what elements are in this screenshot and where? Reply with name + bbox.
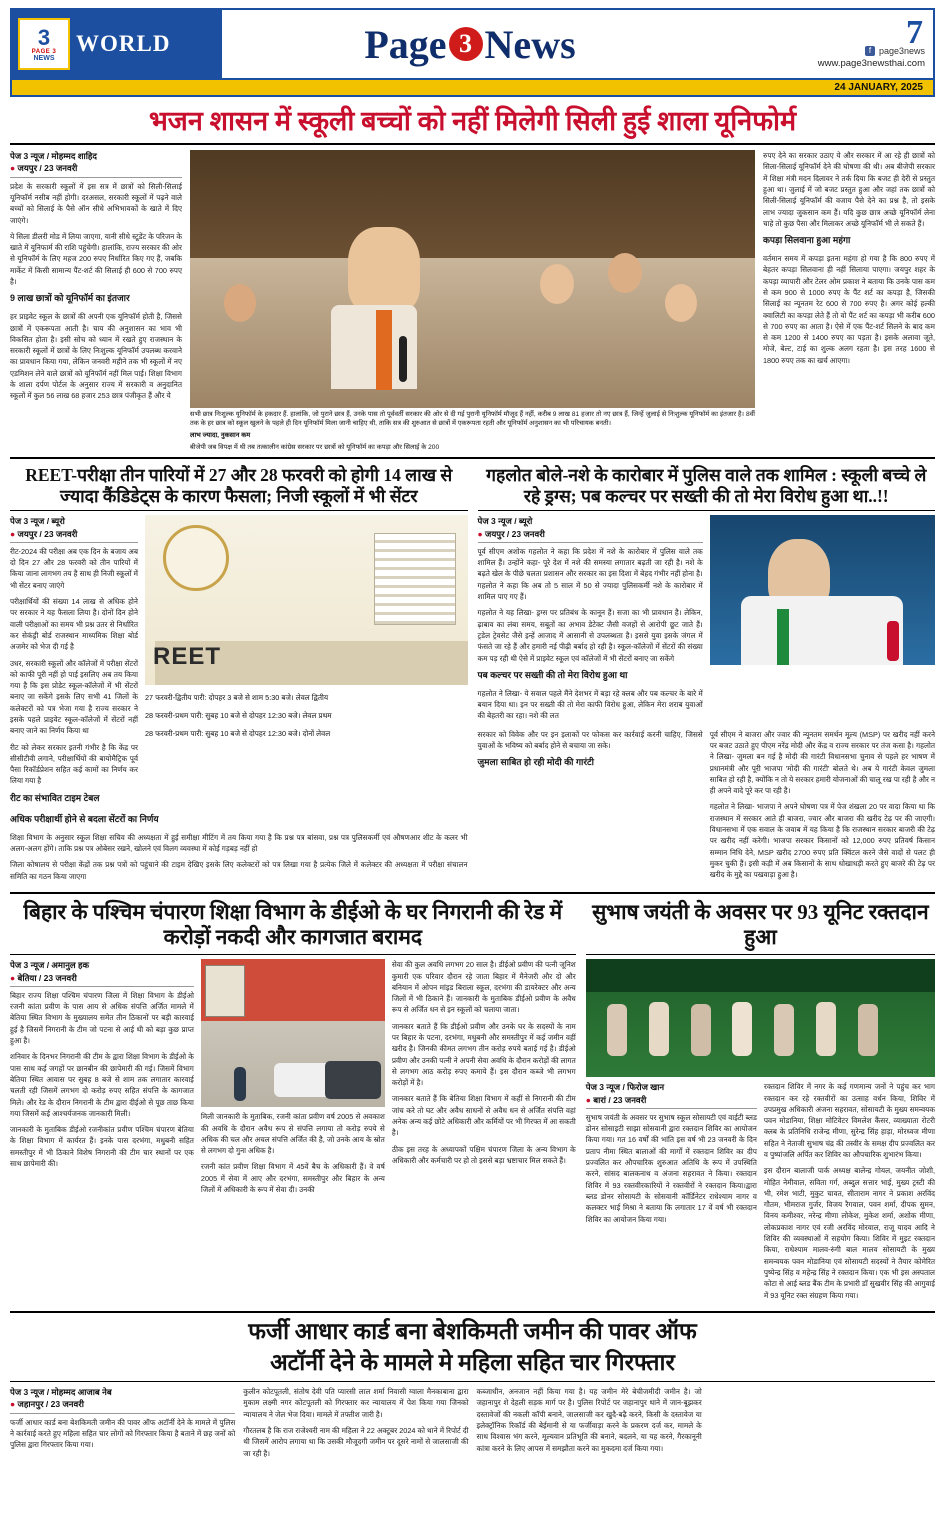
- paragraph: ये सिला डीलरी मोड में लिया जाएगा, यानी सीधे स्टूडेंट के परिजन के खाते में यूनिफार्म की राशि पहुंचेगी। हालांकि, राज्य सरकार की ओर से यूनिफॉर्म के लिए महज 200 रुपए निर्धारित किए गए हैं, जबकि मार्केट में किसी सामान्य पैंट-शर्ट की सिलाई ही 600 से 700 रुपए है।: [10, 231, 182, 287]
- section-three: [10, 900, 935, 1306]
- website-url: www.page3newsthai.com: [817, 57, 925, 69]
- paragraph: 27 फरवरी-द्वितीय पारी: दोपहर 3 बजे से शाम 5:30 बजे। लेवल द्वितीय: [145, 692, 329, 702]
- aadhaar-body-2: [243, 1386, 468, 1459]
- blood-donation-photo: [586, 959, 935, 1077]
- paragraph: पूर्व सीएम ने बाजरा और ज्वार की न्यूनतम समर्थन मूल्य (MSP) पर खरीद नहीं करने पर बजट उठाते हुए पीएम नरेंद्र मोदी और केंद्र व राज्य सरकार पर तंज कसा है। गहलोत ने लिखा- जुमला बन गई है मोदी की गारंटी विधानसभा चुनाव से पहले हर भाषण में प्रधानमंत्री और पूरी भाजपा 'मोदी की गारंटी' बोलते थे। अब ये गारंटी केवल जुमला साबित हो रही है, क्योंकि न तो ये सरकार हमारी योजनाओं की चालू रख पा रही है और न ही अपने वादे पूरे कर पा रही है।: [709, 729, 935, 796]
- section-two-stories: [10, 465, 935, 887]
- bihar-col-1: [10, 959, 194, 1200]
- bihar-headline: बिहार के पश्चिम चंपारण शिक्षा विभाग के डीईओ के घर निगरानी की रेड में करोड़ों नकदी और कागजात बरामद: [23, 899, 563, 950]
- paragraph: रीट को लेकर सरकार इतनी गंभीर है कि केंद्र पर सीसीटीवी लगाने, परीक्षार्थियों की बायोमैट्रिक पूर्व पैसा रिकॉर्डप्रेशन सहित कई कामों का निर्णय कर लिया गया है: [10, 742, 138, 786]
- masthead-right: [718, 10, 933, 78]
- child-figure: [224, 284, 256, 322]
- books-stack: [374, 533, 456, 625]
- paragraph: जानकार बताते हैं कि डीईओ प्रवीण और उनके घर के सदस्यों के नाम पर बिहार के पटना, दरभंगा, मधुबनी और समस्तीपुर में कई जमीन वहीं खरीद है। जिनकी कीमत लगभग तीन करोड़ रुपये बताई गई है। डीईओ प्रवीण और उनकी पत्नी ने अपनी सेवा अवधि के दौरान करोड़ों की लागत से लगभग आठ करोड़ रुपए कमाये हैं। इस दौरान कब्जे भी लगभग करोड़ों में है।: [391, 1021, 576, 1088]
- microphone-icon: [399, 336, 407, 382]
- attendee: [816, 1002, 836, 1056]
- gehlot-body-2: [478, 729, 703, 886]
- gehlot-kurta: [741, 596, 903, 665]
- brand-right: News: [484, 21, 576, 67]
- aadhaar-body-3: [477, 1386, 702, 1454]
- byline-place: ● जहानपुर / 23 जनवरी: [10, 1399, 84, 1410]
- reet-body-1: [10, 546, 138, 806]
- brand-badge: 3: [449, 27, 483, 61]
- speaker-figure: [348, 227, 420, 313]
- brand-left: Page: [364, 21, 447, 67]
- reet-col-2: [145, 515, 468, 811]
- gehlot-headline: गहलोत बोले-नशे के कारोबार में पुलिस वाले तक शामिल : स्कूली बच्चे ले रहे ड्रग्स; पब कल्चर पर सख्ती की तो मेरा विरोध हुआ था..!!: [486, 464, 927, 506]
- paragraph: शिक्षा विभाग के अनुसार स्कूल शिक्षा सचिव की अध्यक्षता में हुई समीक्षा मीटिंग में तय किया गया है कि प्रश्न पत्र बांसवा, प्रश्न पत्र पुलिसकर्मी एवं औषणआर शीट के कलर भी अलग-अलग होंगे। ताकि प्रश्न पत्र ओबेसर रखने, खोलने एवं विलग व्यवस्था में कोई गड़बड़ नहीं हो: [10, 832, 468, 853]
- aadhaar-col-3: [477, 1386, 702, 1464]
- paragraph: फर्जी आधार कार्ड बना बेशकिमती जमीन की पावर ऑफ अटॉर्नी देने के मामले में पुलिस ने कार्रवाई करते हुए महिला सहित चार लोगों को गिरफ्तार किया है बताने में छह जनों को पुलिस द्वारा गिरफ्तार किया गया।: [10, 1417, 236, 1450]
- story-blood-donation: [586, 900, 935, 1306]
- lead-caption-subhead: लाभ ज्यादा, नुकसान कम: [190, 432, 251, 440]
- blood-col-2: [764, 1081, 935, 1306]
- page-number: 7: [906, 14, 923, 51]
- story-reet: [10, 465, 468, 887]
- paragraph: कब्जाधीन, अनजान नहीं किया गया है। यह जमीन मेरे बेचीजमीदी जमीन है। जो जहानापुर शे देहली सड़क मार्ग पर है। पुलिस रिपोर्ट पर जहानापुर थाने में जान-बूझकर दस्तावेजों की नकली कॉपी बनाने, जालसाजी कर खुदै-बढ़ै करने, किसी के दस्तावेज या इलेक्ट्रॉनिक रिकॉर्ड की बेईमानी से या फर्जीवाड़ा करने के प्रकरण दर्ज कर, मामले के साथ विश्वास भंग करने, मूल्यवान प्रतिभूति की बनाने, बदलने, या यह करने, गैरकानूनी कांत्रा करने के लिए आपस में समझौता करने का मुकदमा दर्ज किया गया।: [476, 1387, 702, 1453]
- reet-photo: [145, 515, 468, 685]
- paragraph: सुभाष जयंती के अवसर पर सुभाष स्कूल सोसायटी एवं वाईटी ब्लड डोनर सोसाइटी साझा सोसवानी द्वारा रक्तदान शिविर का आयोजन किया गया। गत 16 वर्षों की भांति इस वर्ष भी 23 जनवरी के दिन प्रताप नीमा स्थित बालाओं की मार्गों में रक्तदान शिविर का दीप प्रज्वलित कर औपचारिक शुरुआत अतिथि के रूप में उपस्थिति करने, सांसद बालकनाथ व अंजना सहरावत ने किया। रक्तदान शिविर में 93 रक्तवीरकारियों ने रक्तवीरों ने रक्तदान किया।द्वारा ब्लड डोनर सोसायटी के सोसवानी कॉर्डिनेटर राधेश्याम नागर व कलक्टर भाई मिश्रा ने बताया कि लगातार 17 वें वर्ष भी रक्तदान शिविर का आयोजन किया गया।: [585, 1112, 757, 1224]
- congress-stole: [777, 609, 789, 665]
- social-handle: page3news: [878, 45, 925, 56]
- byline-reet: [10, 515, 138, 543]
- paragraph: जानकारी के मुताबिक डीईओ रजनीकांत प्रवीण पश्चिम चंपारण बेतिया के शिक्षा विभाग में कार्यरत हैं। इनके पास दरभंगा, मधुबनी सहित समस्तीपुर में भी ठिकाने विशेष निगरानी की टीम चार स्थानों पर एक साथ छापेमारी की।: [10, 1125, 194, 1168]
- reet-col-1: [10, 515, 138, 811]
- byline-name: पेज 3 न्यूज / अमानुल हक: [10, 960, 90, 971]
- byline-place: ● जयपुर / 23 जनवरी: [10, 163, 78, 174]
- paragraph: प्रदेश के सरकारी स्कूलों में इस सत्र में छात्रों को सिली-सिलाई यूनिफॉर्म नसीब नहीं होगी। दरअसल, सरकारी स्कूलों में पढ़ने वाले बच्चों को सिलाई के पैसे ऑन सीधे अभिभावकों के खाते में दिए जाएंगे।: [10, 181, 182, 225]
- paragraph: गौरतलब है कि राज राजेश्वरी नाम की महिला ने 22 अक्टूबर 2024 को थाने में रिपोर्ट दी थी जिसमें आरोप लगाया था कि उसकी मौजूदगी जमीन पर दूसरे नामों से जालसाजी की जा रही है।: [243, 1425, 469, 1458]
- fake-aadhaar-headline-2: अटॉर्नी देने के मामले मे महिला सहित चार गिरफ्तार: [270, 1350, 675, 1376]
- subheading: कपड़ा सिलवाना हुआ महंगा: [763, 235, 851, 246]
- paragraph: जानकार बताते हैं कि बेतिया शिक्षा विभाग में कहीं से निगरानी की टीम जांच करे तो घट और अवैध साधनों से अवैध धन से अर्जित संपत्ति वहां अनेक अन्य कई छोटे अधिकारी और कर्मियों पर भी गिरफ्त में आ सकती है।: [391, 1094, 576, 1138]
- paragraph: सरकार को विवेक और पर इन इलाकों पर फोकस कर कार्रवाई करनी चाहिए, जिससे युवाओं के भविष्य को बर्बाद होने से बचाया जा सके।: [477, 729, 703, 750]
- date-strip: 24 JANUARY, 2025: [10, 80, 935, 97]
- brand-wordmark: [364, 21, 575, 68]
- gehlot-body-1: [478, 546, 703, 722]
- paragraph: ठीक इस तरह के अध्यापकों पक्षिम चंपारण जिला के अन्य विभाग के अधिकारी और कर्मचारी पर हो तो इससे बड़ा भ्रष्टाचार मिल सकते हैं।: [391, 1144, 576, 1165]
- byline-name: पेज 3 न्यूज / ब्यूरो: [477, 516, 533, 527]
- paragraph: रीट-2024 की परीक्षा अब एक दिन के बजाय अब दो दिन 27 और 28 फरवरी को तीन पारियों में किया जाना लागभग तय है साथ ही निजी स्कूलों में भी सेंटर बनाए जाएंगे: [10, 546, 138, 590]
- attendee: [607, 1004, 627, 1056]
- building-wall: [205, 965, 245, 1017]
- byline-bihar: [10, 959, 194, 987]
- paragraph: परीक्षार्थियों की संख्या 14 लाख से अधिक होने पर सरकार ने यह फैसला लिया है। दोनों दिन होने वाली परीक्षाओं का समय भी प्रश्न उतर से निर्धारित कर सेकंड्री बोर्ड राजस्थान माध्यमिक शिक्षा बोर्ड अजमेर को भेज दी गई है: [10, 597, 138, 652]
- gehlot-col-1: [478, 515, 703, 726]
- paragraph: हर प्राइवेट स्कूल के छात्रों की अपनी एक यूनिफॉर्म होती है, जिससे छात्रों में एकरूपता आती है। चाय की अनुशासन का भाव भी विकसित होता है। इसी सोच को ध्यान में रखते हुए राजस्थान के सरकारी स्कूलों में छात्रों के लिए निःशुल्क यूनिफॉर्म उपलब्ध करवाने का प्रावधान किया गया, लेकिन जनवरी महीने तक भी स्कूलों में नए एडमिशन लेने वाले छात्रों को यूनिफॉर्म नहीं मिल पाई। शिक्षा विभाग के शाला दर्पण पोर्टल के अनुसार राज्य में सरकारी व अनुदानित स्कूलों में कुल 56 लाख 68 हजार 253 छात्र पंजीकृत हैं और ये: [10, 312, 182, 401]
- gehlot-col-2: [710, 515, 935, 726]
- subheading: जुमला साबित हो रही मोदी की गारंटी: [477, 757, 594, 768]
- lead-photo-caption: सभी छात्र निःशुल्क यूनिफॉर्म के हकदार हैं. हालांकि, जो पुराने छात्र हैं, उनके पास तो पूर्ववर्ती सरकार की ओर से दी गई पुरानी यूनिफॉर्म मौजूद हैं नहीं, करीब 9 लाख 81 हजार तो नए छात्र हैं, जिन्हें जुलाई से निःशुल्क यूनिफॉर्म का इंतजार है। 8वीं तक के हर छात्र को स्कूल खुलने के पहले ही दिन यूनिफॉर्म मिला जानी चाहिए थी, ताकि सत्र की शुरुआत से छात्रों में एकरूपता रहती और यूनिफॉर्म अनुशासन का भी परिचायक बनती।: [190, 411, 755, 428]
- lead-body-right: [763, 150, 935, 366]
- blood-col-1: [586, 1081, 757, 1306]
- paragraph: रजनी कांत प्रवीण शिक्षा विभाग में 45वें बैच के अधिकारी हैं। वे वर्ष 2005 में सेवा में आए और दरभंगा, समस्तीपुर और बिहार के अन्य जिलों में अधिकारी के रूप में सेवा दी। उनकी: [200, 1162, 385, 1194]
- stage-backdrop: [586, 959, 935, 992]
- facebook-icon: f: [865, 46, 875, 56]
- page3news-logo-icon: [18, 18, 70, 70]
- reet-body-2: [10, 813, 468, 882]
- lead-photo: [190, 150, 755, 408]
- lead-col-right: [763, 150, 935, 452]
- byline-name: पेज 3 न्यूज / फिरोज खान: [585, 1082, 665, 1093]
- lead-col-mid: [190, 150, 755, 452]
- photo-bg: [190, 150, 755, 264]
- section-name: WORLD: [76, 31, 171, 56]
- gehlot-body-3: [710, 729, 935, 886]
- masthead: [10, 8, 935, 80]
- paragraph: रक्तदान शिविर में नगर के कई गणमान्य जनों ने पहुंच कर भाग रक्तदान कर रहे रक्तवीरों का उत्साह वर्धन किया, शिविर में उपप्रमुख अधिकारी अंजना सहरावत, सोसायटी के मुख्य समन्वयक पवन मोडानिया, शिक्षा मोटिवेटर विमलेश कैंसर, व्याख्याता रोटरी क्लब के प्रतिनिधि राजेन्द्र मीणा, सुरेन्द्र सिंह हाड़ा, मोरध्वज मीणा सहित ने नेताजी सुभाष चंद्र की तस्वीर के समक्ष दीप प्रज्वलित कर व पुष्पांजलि अर्पित कर शिविर का औपचारिक शुभारंभ किया।: [763, 1082, 935, 1159]
- fake-aadhaar-headline-1: फर्जी आधार कार्ड बना बेशकिमती जमीन की पावर ऑफ: [248, 1318, 697, 1344]
- paragraph: 28 फरवरी-प्रथम पारी: सुबह 10 बजे से दोपहर 12:30 बजे। लेवल प्रथम: [145, 710, 332, 720]
- subheading: 9 लाख छात्रों को यूनिफॉर्म का इंतजार: [10, 293, 130, 304]
- aadhaar-col-2: [243, 1386, 468, 1464]
- reet-label: REET: [153, 643, 222, 671]
- blood-body-1: [586, 1112, 757, 1225]
- story-gehlot: [478, 465, 936, 887]
- attendee: [649, 1002, 669, 1056]
- logo-line3: NEWS: [33, 54, 55, 62]
- paragraph: मिली जानकारी के मुताबिक, रजनी कांता प्रवीण वर्ष 2005 से अवकाश की अवधि के दौरान अवैध रूप से संपत्ति लगाया तो करोड़ रुपये से अधिक की चल और अचल संपत्ति अर्जित की है, जो उनके आय के स्रोत से लगभग दो गुना अधिक है।: [200, 1112, 385, 1156]
- attendee: [691, 1004, 711, 1056]
- byline-name: पेज 3 न्यूज / मोहम्मद आजाब नेब: [10, 1387, 112, 1398]
- bihar-photo: [201, 959, 385, 1107]
- paragraph: कुलीन कोटपूतली, संतोष देवी पति प्यारसी लाल शर्मा निवासी ग्वाला मैनकाबाना द्वारा मुकाम लक्ष्मी नगर कोटपूतली को गिरफ्तार कर न्यायालय में पेश किया गया जिनको न्यायालय ने जेल भेज दिया। मामले में तफ्तीश जारी है।: [243, 1387, 469, 1419]
- byline-place: ● बेतिया / 23 जनवरी: [10, 972, 77, 983]
- attendee: [732, 1002, 752, 1056]
- lead-col-left: [10, 150, 182, 452]
- bihar-col-3: [392, 959, 576, 1200]
- bihar-body-3: [392, 959, 576, 1166]
- lead-body-left: [10, 181, 182, 402]
- subheading: पब कल्चर पर सख्ती की तो मेरा विरोध हुआ था: [477, 669, 628, 680]
- masthead-center: [222, 10, 718, 78]
- bihar-col-2: [201, 959, 385, 1200]
- story-fake-aadhaar: [10, 1318, 935, 1464]
- paragraph: गहलोत ने लिखा- भाजपा ने अपने घोषणा पत्र में पेज शंखला 20 पर वादा किया था कि राजस्थान में सरकार आते ही बाजरा, ज्वार और बाजरा की खरीद टेढ़ पर की जाएगी। विधानसभा में एक सवाल के जवाब में यह किया है कि राजस्थान सरकार बाजरी की टेढ़ पर खरीद नहीं करेगी। भाजपा सरकार किसानों को 12,000 रुपए प्रतिवर्ष किसान सम्मान निधि देने, MSP खरीद 2700 रुपए प्रति क्विंटल करने जैसे वादों से पलट ही मुकर चुकी हैं। इसी कड़ी में अब किसानों के साथ धोखाधड़ी करते हुए बाजरे की टेढ़ पर खरीद के मुद्दे का पखवाड़ा हुआ है।: [709, 802, 935, 880]
- aadhaar-col-1: [10, 1386, 235, 1464]
- paragraph: शनिवार के दिनभर निगरानी की टीम के द्वारा शिक्षा विभाग के डीईओ के पास साथ कई जगहों पर छानबीन की छापेमारी की गई। जिसमें विभाग बेतिया स्थित आवास पर सुबह 8 बजे से शाम तक लगातार कारवाई चलती रही जिसमें लगभग दो करोड़ रुपए सहित संपत्ति के कागजात मिले। और रेड के दौरान निगरानी के टीम द्वारा दीईओ से पूछ ताछ किया गया जिसमें कई आश्चर्यजनक जानकारी मिली।: [10, 1052, 194, 1118]
- gehlot-photo: [710, 515, 935, 665]
- paragraph: इस दौरान बालाजी पार्क अध्यक्ष बालेन्द्र गोयल, जयनीत जोशी, मोहित नेमीवाल, सविता गर्ग, अब्दुल सत्तार भाई, मुख्य ट्रस्टी की भी, रमेश भाटी, मुकुट चावत, सीताराम नागर ने प्रकाश अरविंद गौतम, भीमराज गुर्जर, विजय रैगवाल, पवन शर्मा, दीपक सुमन, विनय कमीश्वर, नरेन्द्र मीणा लोकेश, मुकेश शर्मा, अशोक मीणा, लोकप्रकाश नागर एवं रजी अरविंद मोरवाल, राजू यादव आदि ने शिविर की व्यवस्थाओं में सहयोग किया। शिविर में मुइट रक्तदान किया, राधेश्याम मालव-रुंगी बाल मालव सोसायटी के मुख्य समन्वयक पवन मोडानिया एवं सोसायटी सदस्यों ने तैयार कोमेरित पुष्पेन्द्र सिंह व महेन्द्र सिंह ने रक्तदान किया। एक भी इस अस्पताल कोटा से आई ब्लड बैंक टीम के प्रभारी डॉ सुखवीर सिंह की आगुवाई में 93 यूनिट रक्त संग्रहण किया गया।: [763, 1166, 935, 1300]
- lead-caption-tail: बीजेपी जब विपक्ष में थी तब तत्कालीन कांग्रेस सरकार पर छात्रों को यूनिफॉर्म का कपड़ा और सिलाई के 200: [190, 443, 440, 451]
- attendee: [774, 1004, 794, 1056]
- paragraph: उधर, सरकारी स्कूलों और कॉलेजों में परीक्षा सेंटरों को काफी पूरी नहीं हो पाई इसलिए अब तय किया गया है कि इस प्रोडेट स्कूल-कॉलेजों में भी सेंटरों बनाए जा सकेंगे इसके लिए सभी 41 जिलों के कलेक्टरों को पत्र भेजा गया है राज्य सरकार ने इसके पहले प्राइवेट स्कूल-कॉलेजों में सेंटरों नहीं बनाए जाने का निर्णय किया था: [10, 658, 138, 736]
- photo-crowd: [190, 258, 755, 408]
- byline-aadhaar: [10, 1386, 235, 1414]
- story-bihar-raid: [10, 900, 576, 1306]
- byline-blood: [586, 1081, 757, 1109]
- blood-headline: सुभाष जयंती के अवसर पर 93 यूनिट रक्तदान हुआ: [592, 899, 929, 950]
- paragraph: वर्तमान समय में कपड़ा इतना महंगा हो गया है कि 800 रुपए में बेहतर कपड़ा सिलवाना ही नहीं सिलाया पाएगा। जयपुर शहर के कपड़ा व्यापारी और टेलर ओम प्रकाश ने बताया कि उनके पास कम से कम 900 से 1000 रुपए के पैंट शर्ट का कपड़ा है, जिसकी सिलाई का न्यूनतम रेट 600 से 700 रुपए है। अगर कोई हल्की क्वालिटी का कपड़ा लेते हैं तो वो पैंट शर्ट का कपड़ा भी करीब 600 से 700 रुपए का आता है। ऐसे में एक पैंट-शर्ट सिलने के बाद कम से कम 1200 से 1400 रुपए का पड़ता है। इसके अलावा जूते, मोजे, बेल्ट, टाई का शुल्क अलग रहता है। इस तरह 1600 से 1800 रुपए तक का खर्च आएगा।: [763, 254, 935, 365]
- emblem-icon: [163, 525, 229, 591]
- bihar-body-2: [201, 1111, 385, 1195]
- logo-line2: PAGE 3: [31, 48, 57, 55]
- subheading: अधिक परीक्षार्थी होने से बदला सेंटरों का निर्णय: [10, 813, 159, 824]
- byline-gehlot: [478, 515, 703, 543]
- parked-suv: [325, 1061, 381, 1099]
- police-officer: [234, 1067, 246, 1101]
- aadhaar-body-1: [10, 1417, 235, 1451]
- paragraph: गहलोत ने यह लिखा- ड्रग्स पर प्रतिबंध के कानून हैं। सजा का भी प्रावधान है। लेकिन, ढ़ाबाव का लंबा समय, सबूतों का अभाव डेटेक्ट जैसी वजहों से आरोपी छूट जाते हैं। ट्रडेल ट्रेवसेट जैसे इन्हें आजाद में आसानी से उपलब्धता है। इससे युवा इसके जंगल में फंसते जा रहे हैं और हमारी नई पीढ़ी बर्बाद हो रही है। स्कूल-कॉलेजों में सेंटरों की संख्या कम पड़ रही थी ऐसे में प्राइवेट स्कूल एवं कॉलेजों में भी सेंटरों बनाए जा सकेंगे: [477, 608, 703, 663]
- byline-name: पेज 3 न्यूज / मोहम्मद शाहिद: [10, 151, 97, 162]
- byline-place: ● बारां / 23 जनवरी: [585, 1094, 647, 1105]
- reet-headline: REET-परीक्षा तीन पारियों में 27 और 28 फरवरी को होगी 14 लाख से ज्यादा कैंडिडेट्स के कारण फैसला; निजी स्कूलों में भी सेंटर: [25, 464, 453, 506]
- paragraph: सेवा की कुल अवधि लगभग 20 साल है। डीईओ प्रवीण की पत्नी जूनिश कुमारी एक परिवार दौरान रहे जाता बिहार में मैनेजरी और दो और बनियान में ओपन मांइड बिराला स्कूल, दरभंगा की डायरेक्टर और अन्य जिलों में भी ठिकाने हैं। जानकारी के मुताबिक डीईओ प्रवीण के अवैध रूप से अर्जित धन से इन स्कूलों को चलाया जाता।: [391, 960, 576, 1015]
- logo-line1: 3: [37, 24, 51, 50]
- byline-name: पेज 3 न्यूज / ब्यूरो: [10, 516, 65, 527]
- byline-place: ● जयपुर / 23 जनवरी: [477, 528, 545, 539]
- child-figure: [540, 264, 574, 304]
- blood-body-2: [764, 1081, 935, 1301]
- bihar-body-1: [10, 990, 194, 1169]
- paragraph: पूर्व सीएम अशोक गहलोत ने कहा कि प्रदेश में नशे के कारोबार में पुलिस वाले तक शामिल हैं। उन्होंने कहा- पूरे देश में नशे की समस्या लगातार बढ़ती जा रही है। नशे के बढ़ते खेल के पीछे चलता प्रशासन और सरकार का इस दिशा में बेहद गंभीर नहीं होना है। गहलोत ने कहा कि अब तो 5 साल में 50 से ज्यादा पुलिसकर्मी नशे के कारोबार में शामिल पाए गए हैं।: [477, 546, 703, 602]
- speaker-scarf: [376, 310, 392, 390]
- subheading: रीट का संभावित टाइम टेबल: [10, 792, 100, 803]
- masthead-left: [12, 10, 222, 78]
- byline-left: [10, 150, 182, 178]
- lead-story: [10, 150, 935, 452]
- microphone-icon: [887, 621, 899, 661]
- lead-headline: भजन शासन में स्कूली बच्चों को नहीं मिलेगी सिली हुई शाला यूनिफोर्म: [148, 106, 797, 136]
- reet-timetable: [145, 693, 468, 740]
- aadhaar-col-4: [710, 1386, 935, 1464]
- paragraph: जिला कोषालय से परीक्षा केंद्रों तक प्रश्न पत्रों को पहुंचाने की टाइम देखिए इसके लिए कलेक्टरों को पत्र लिखा गया है प्रत्येक जिले में कलेक्टर की अध्यक्षता में परीक्षा संचालन समिति का गठन किया जाएगा: [10, 860, 468, 881]
- paragraph: 28 फरवरी-प्रथम पारी: सुबह 10 बजे से दोपहर 12:30 बजे। दोनों लेवल: [145, 728, 331, 738]
- paragraph: गहलोत ने लिखा- ये सवाल पहले मैंने देशभर में बड़ा रहे क्लब और पब कल्चर के बारे में बयान दिया था। इन पर सख्ती की तो मेरा काफी विरोध हुआ, लेकिन मेरा शराब युवाओं की बेहतरी का रहा। नशे की लत: [477, 688, 703, 721]
- paragraph: रुपए देने का सरकार उठाए ये और सरकार में आ रहे ही छात्रों को सिला-सिलाई यूनिफॉर्म देने की घोषणा की थी। अब बीजेपी सरकार में शिक्षा मंत्री मदन दिलावर ने तर्क दिया कि बजट ही देरी से प्रस्तुत हुआ था। जुलाई में जो बजट प्रस्तुत हुआ और जहां तक छात्रों को सिली-सिलाई यूनिफॉर्म की वजाय पैसे देने का प्रश्न है, तो इसके लाभ ज्यादा जुकसान कम हैं। यदि कुछ छात्र अच्छे यूनिफॉर्म लेना चाहे तो कुछ पैसा और मिलाकर अच्छे यूनिफॉर्म भी ले सकते हैं।: [763, 151, 935, 228]
- byline-place: ● जयपुर / 23 जनवरी: [10, 528, 78, 539]
- attendee: [858, 1004, 878, 1056]
- child-figure: [665, 284, 697, 322]
- paragraph: बिहार राज्य शिक्षा पश्चिम चंपारण जिला में शिक्षा विभाग के डीईओ रजनी कांता प्रवीण के पास आय से अधिक संपत्ति अर्जित मामले में बेतिया स्थित विभाग के मुख्यालय समेत तीन ठिकानों पर बड़ी कारवाई हुई है जिसमें निगरानी के टीम जो पटना से आई थी को बड़ा कुछ प्राप्त हुआ है।: [10, 990, 194, 1046]
